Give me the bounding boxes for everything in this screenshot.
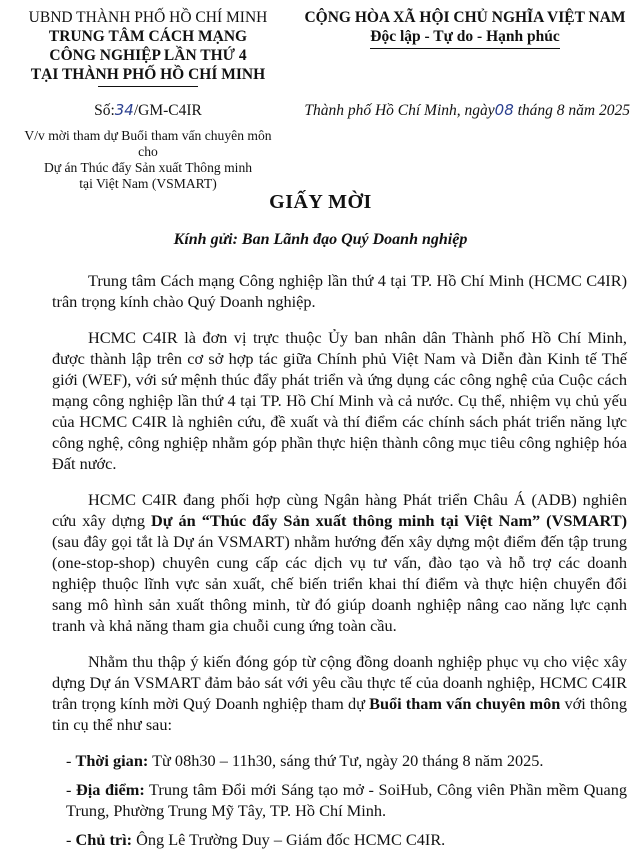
invitation-text-a: Nhằm thu thập ý kiến đóng góp từ cộng đồng doanh nghiệp phục vụ cho việc xây dựng Dự án VSMART đảm bảo sát với yêu cầu thực tế của doanh nghiệp, HCMC C4IR trân trọng kính mời Quý Doanh nghiệp tham dự (52, 652, 627, 713)
chair-value: Ông Lê Trường Duy – Giám đốc HCMC C4IR. (132, 830, 446, 849)
country-name: CỘNG HÒA XÃ HỘI CHỦ NGHĨA VIỆT NAM (304, 9, 626, 26)
date-day: 08 (494, 101, 514, 119)
reference-prefix: Số: (94, 102, 115, 119)
date-suffix: tháng 8 năm 2025 (517, 102, 630, 119)
issuing-agency-block (14, 8, 282, 87)
detail-time: - Thời gian: Từ 08h30 – 11h30, sáng thứ Tư, ngày 20 tháng 8 năm 2025. (66, 751, 544, 770)
paragraph-intro: Trung tâm Cách mạng Công nghiệp lần thứ 4 tại TP. Hồ Chí Minh (HCMC C4IR) trân trọng kính chào Quý Doanh nghiệp. (52, 271, 627, 311)
national-motto-block (300, 8, 630, 49)
time-value: Từ 08h30 – 11h30, sáng thứ Tư, ngày 20 tháng 8 năm 2025. (148, 751, 544, 770)
agency-underline (98, 86, 198, 87)
invitation-text-b: với thông tin cụ thể như sau: (52, 694, 627, 734)
subject-line-1: V/v mời tham dự Buổi tham vấn chuyên môn cho (24, 128, 272, 159)
time-label: Thời gian: (75, 751, 149, 770)
reference-suffix: /GM-C4IR (133, 102, 202, 119)
subject-line-3: tại Việt Nam (VSMART) (79, 176, 217, 191)
agency-line-1: UBND THÀNH PHỐ HỒ CHÍ MINH (28, 9, 268, 26)
paragraph-invitation (52, 651, 627, 735)
motto-underline (370, 48, 560, 49)
project-name: Dự án “Thúc đẩy Sản xuất thông minh tại Việt Nam” (VSMART) (150, 511, 627, 530)
subject-line-2: Dự án Thúc đẩy Sản xuất Thông minh (43, 160, 253, 175)
project-text-b: (sau đây gọi tắt là Dự án VSMART) nhằm hướng đến xây dựng một điểm đến tập trung (one-stop-shop) chuyên cung cấp các dịch vụ tư vấn, đào tạo và hỗ trợ các doanh nghiệp thuộc lĩnh vực sản xuất, chế biến triển khai thí điểm và thực hiện chuyển đổi sang mô hình sản xuất thông minh, từ đó giúp doanh nghiệp nâng cao năng lực cạnh tranh và khả năng tham gia chuỗi cung ứng toàn cầu. (52, 532, 627, 635)
agency-line-4: TẠI THÀNH PHỐ HỒ CHÍ MINH (30, 66, 266, 83)
letter-body (52, 270, 627, 858)
date-prefix: Thành phố Hồ Chí Minh, ngày (304, 102, 495, 119)
paragraph-about: HCMC C4IR là đơn vị trực thuộc Ủy ban nhân dân Thành phố Hồ Chí Minh, được thành lập trên cơ sở hợp tác giữa Chính phủ Việt Nam và Diễn đàn Kinh tế Thế giới (WEF), với sứ mệnh thúc đẩy phát triển và ứng dụng các công nghệ của Cuộc cách mạng công nghiệp lần thứ 4 tại TP. Hồ Chí Minh và cả nước. Cụ thể, nhiệm vụ chủ yếu của HCMC C4IR là nghiên cứu, đề xuất và thí điểm các chính sách phát triển năng lực công nghệ, công nghiệp nhằm góp phần thực hiện thành công mục tiêu công nghiệp hóa Đất nước. (52, 328, 627, 473)
document-title: GIẤY MỜI (269, 191, 372, 213)
project-text-a: HCMC C4IR đang phối hợp cùng Ngân hàng Phát triển Châu Á (ADB) nghiên cứu xây dựng (52, 490, 627, 530)
issue-date (302, 101, 630, 120)
paragraph-project (52, 489, 627, 636)
greeting: Kính gửi: Ban Lãnh đạo Quý Doanh nghiệp (173, 231, 468, 248)
agency-line-2: TRUNG TÂM CÁCH MẠNG (48, 28, 248, 45)
subject-line (18, 128, 278, 192)
detail-chair: - Chủ trì: Ông Lê Trường Duy – Giám đốc HCMC C4IR. (66, 830, 446, 849)
document-number (14, 101, 282, 120)
chair-label: Chủ trì: (75, 830, 133, 849)
detail-place: - Địa điểm: Trung tâm Đổi mới Sáng tạo mở - SoiHub, Công viên Phần mềm Quang Trung, Phường Trung Mỹ Tây, TP. Hồ Chí Minh. (66, 780, 627, 820)
event-name: Buổi tham vấn chuyên môn (369, 694, 561, 713)
place-value: Trung tâm Đổi mới Sáng tạo mở - SoiHub, Công viên Phần mềm Quang Trung, Phường Trung Mỹ Tây, TP. Hồ Chí Minh. (66, 780, 627, 820)
reference-number: 34 (114, 101, 134, 119)
place-label: Địa điểm: (75, 780, 145, 799)
motto: Độc lập - Tự do - Hạnh phúc (370, 28, 560, 45)
agency-line-3: CÔNG NGHIỆP LẦN THỨ 4 (49, 47, 247, 64)
